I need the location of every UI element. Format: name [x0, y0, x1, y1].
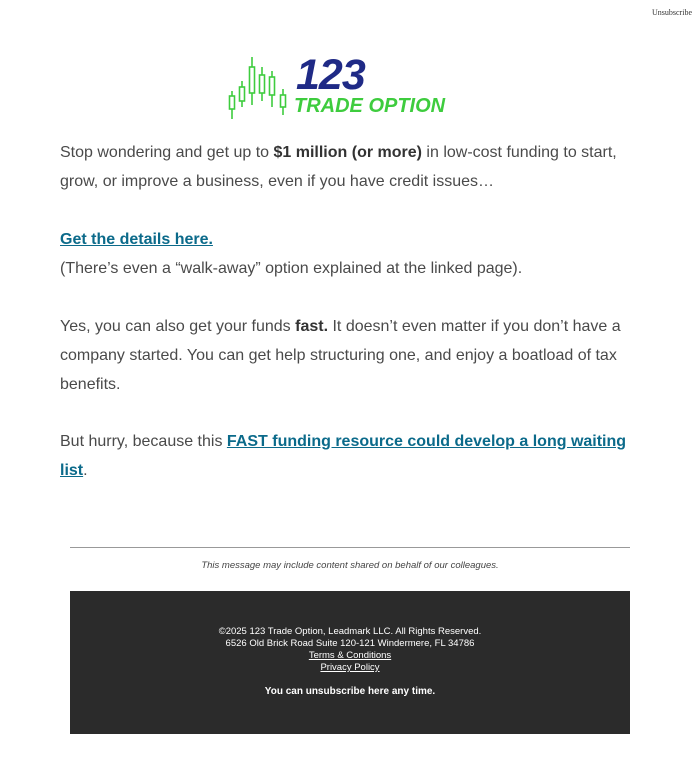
- p1-text-after: in low-cost funding to start, grow, or improve a business, even if you have credit issues…: [60, 144, 617, 190]
- p4-text-before: But hurry, because this: [60, 433, 227, 450]
- footer-info: [70, 626, 630, 674]
- logo-number: 123: [296, 51, 365, 99]
- disclaimer-text: This message may include content shared on behalf of our colleagues.: [201, 560, 499, 571]
- footer-address: 6526 Old Brick Road Suite 120-121 Windermere, FL 34786: [225, 638, 475, 649]
- p3-text-before: Yes, you can also get your funds: [60, 318, 296, 335]
- logo-name: TRADE OPTION: [294, 95, 446, 117]
- divider: [70, 547, 630, 548]
- footer: [70, 591, 630, 734]
- p2-text: (There’s even a “walk-away” option explained at the linked page).: [60, 260, 523, 277]
- privacy-link[interactable]: Privacy Policy: [320, 662, 380, 673]
- paragraph-details: [60, 225, 522, 283]
- p3-text-after: It doesn’t even matter if you don’t have a company started. You can get help structuring one, and enjoy a boatload of tax benefits.: [60, 318, 621, 393]
- brand-logo[interactable]: [228, 51, 478, 121]
- details-link[interactable]: Get the details here.: [60, 231, 213, 248]
- paragraph-funding: [60, 138, 640, 196]
- candlestick-chart-icon: [228, 55, 294, 121]
- p1-text-before: Stop wondering and get up to: [60, 144, 274, 161]
- footer-copyright: ©2025 123 Trade Option, Leadmark LLC. All Rights Reserved.: [218, 626, 482, 637]
- funding-resource-link[interactable]: FAST funding resource could develop a long waiting list: [60, 433, 627, 479]
- p3-bold-fast: fast.: [295, 318, 329, 335]
- p1-bold-amount: $1 million (or more): [273, 144, 422, 161]
- unsubscribe-link-top[interactable]: Unsubscribe: [652, 8, 692, 17]
- paragraph-hurry: [60, 427, 640, 485]
- footer-unsubscribe-link[interactable]: You can unsubscribe here any time.: [264, 686, 436, 697]
- terms-link[interactable]: Terms & Conditions: [308, 650, 392, 661]
- paragraph-fast: [60, 312, 640, 399]
- p4-text-after: .: [83, 462, 88, 479]
